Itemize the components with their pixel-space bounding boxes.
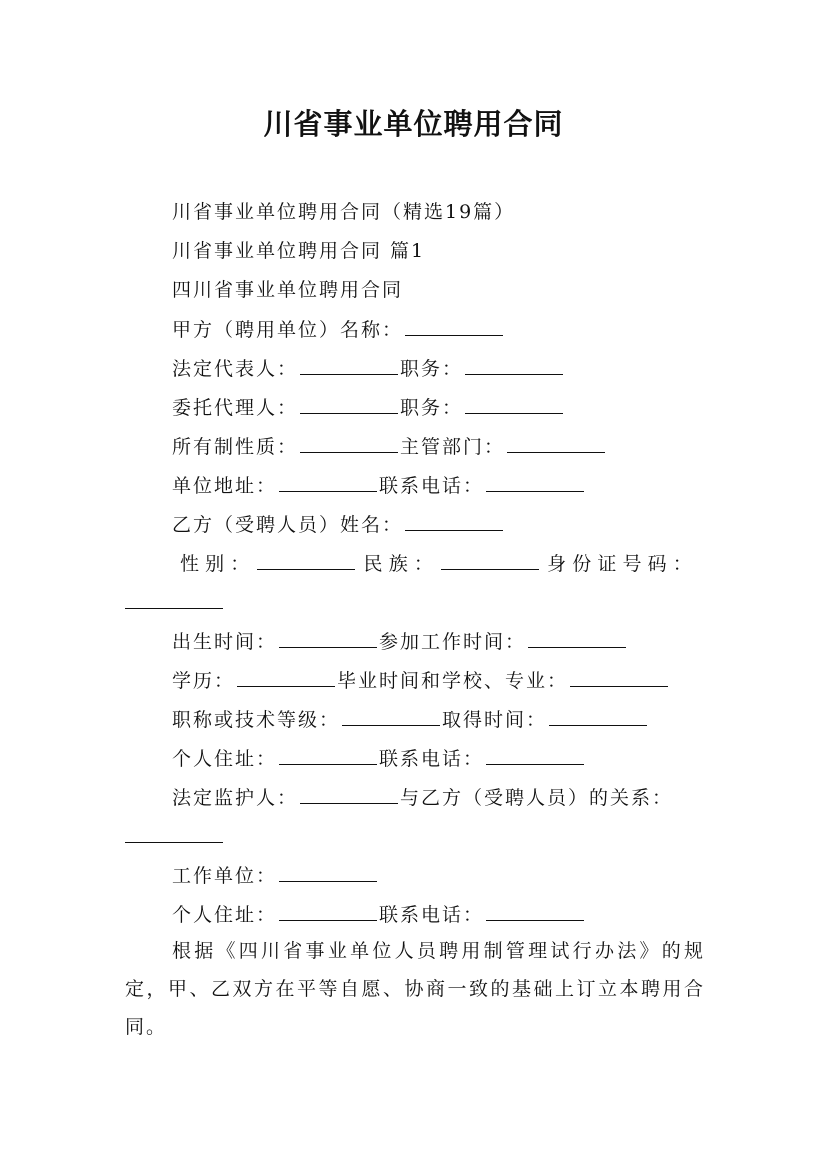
doc-text: 职务： [400, 397, 464, 419]
doc-text: 单位地址： [172, 475, 278, 497]
doc-char: 份 [572, 553, 592, 575]
doc-text: 川省事业单位聘用合同（精选19篇） [172, 201, 516, 223]
doc-line [172, 239, 425, 263]
doc-char: ： [230, 553, 250, 575]
blank-field [507, 434, 605, 453]
doc-text: 与乙方（受聘人员）的关系： [400, 787, 674, 809]
blank-field [549, 707, 647, 726]
document-title: 川省事业单位聘用合同 [263, 107, 564, 141]
doc-line [172, 200, 515, 224]
blank-field [279, 746, 377, 765]
doc-line [125, 590, 225, 615]
blank-field [465, 356, 563, 375]
blank-field [570, 668, 668, 687]
blank-field [125, 824, 223, 843]
blank-field [237, 668, 335, 687]
doc-text: 四川省事业单位聘用合同 [172, 279, 404, 301]
doc-char: 别 [205, 553, 225, 575]
blank-field [300, 434, 398, 453]
doc-text: 参加工作时间： [379, 631, 527, 653]
doc-char: ： [413, 553, 433, 575]
doc-text: 法定代表人： [172, 358, 299, 380]
doc-text: 出生时间： [172, 631, 278, 653]
doc-line [172, 707, 649, 732]
blank-field [528, 629, 626, 648]
doc-paragraph: 根据《四川省事业单位人员聘用制管理试行办法》的规定，甲、乙双方在平等自愿、协商一致的基础上订立本聘用合同。 [125, 940, 705, 1038]
doc-line [172, 356, 565, 381]
doc-line [172, 395, 565, 420]
doc-char: 民 [363, 553, 383, 575]
doc-line [172, 512, 505, 537]
blank-field [486, 902, 584, 921]
blank-field [257, 551, 355, 570]
doc-text: 委托代理人： [172, 397, 299, 419]
blank-field [279, 863, 377, 882]
blank-field [125, 590, 223, 609]
doc-char: ： [672, 553, 692, 575]
doc-line [172, 629, 628, 654]
doc-text: 学历： [172, 670, 236, 692]
doc-line [172, 278, 403, 302]
doc-text: 取得时间： [442, 709, 548, 731]
doc-char: 性 [180, 553, 200, 575]
doc-text: 法定监护人： [172, 787, 299, 809]
blank-field [300, 356, 398, 375]
doc-text: 联系电话： [379, 475, 485, 497]
doc-char: 证 [597, 553, 617, 575]
doc-line [172, 902, 586, 927]
doc-text: 主管部门： [400, 436, 506, 458]
blank-field [486, 746, 584, 765]
blank-field [279, 473, 377, 492]
blank-field [465, 395, 563, 414]
doc-text: 甲方（聘用单位）名称： [172, 319, 404, 341]
doc-line [172, 473, 586, 498]
doc-char: 码 [647, 553, 667, 575]
doc-text: 职称或技术等级： [172, 709, 341, 731]
doc-text: 个人住址： [172, 748, 278, 770]
blank-field [279, 629, 377, 648]
doc-line [172, 746, 586, 771]
doc-line-justified [180, 551, 692, 576]
doc-line [172, 317, 505, 342]
doc-text: 所有制性质： [172, 436, 299, 458]
doc-line [172, 434, 607, 459]
doc-line [172, 863, 379, 888]
blank-field [405, 512, 503, 531]
doc-line [172, 785, 673, 810]
doc-line [172, 668, 670, 693]
doc-text: 川省事业单位聘用合同 篇1 [172, 240, 426, 262]
doc-text: 毕业时间和学校、专业： [337, 670, 569, 692]
blank-field [405, 317, 503, 336]
doc-line [125, 824, 225, 849]
doc-char: 族 [388, 553, 408, 575]
blank-field [279, 902, 377, 921]
blank-field [441, 551, 539, 570]
blank-field [342, 707, 440, 726]
doc-text: 联系电话： [379, 904, 485, 926]
doc-text: 职务： [400, 358, 464, 380]
blank-field [300, 395, 398, 414]
doc-text: 个人住址： [172, 904, 278, 926]
blank-field [300, 785, 398, 804]
doc-char: 身 [547, 553, 567, 575]
blank-field [486, 473, 584, 492]
doc-text: 乙方（受聘人员）姓名： [172, 514, 404, 536]
doc-text: 工作单位： [172, 865, 278, 887]
doc-text: 联系电话： [379, 748, 485, 770]
doc-char: 号 [622, 553, 642, 575]
